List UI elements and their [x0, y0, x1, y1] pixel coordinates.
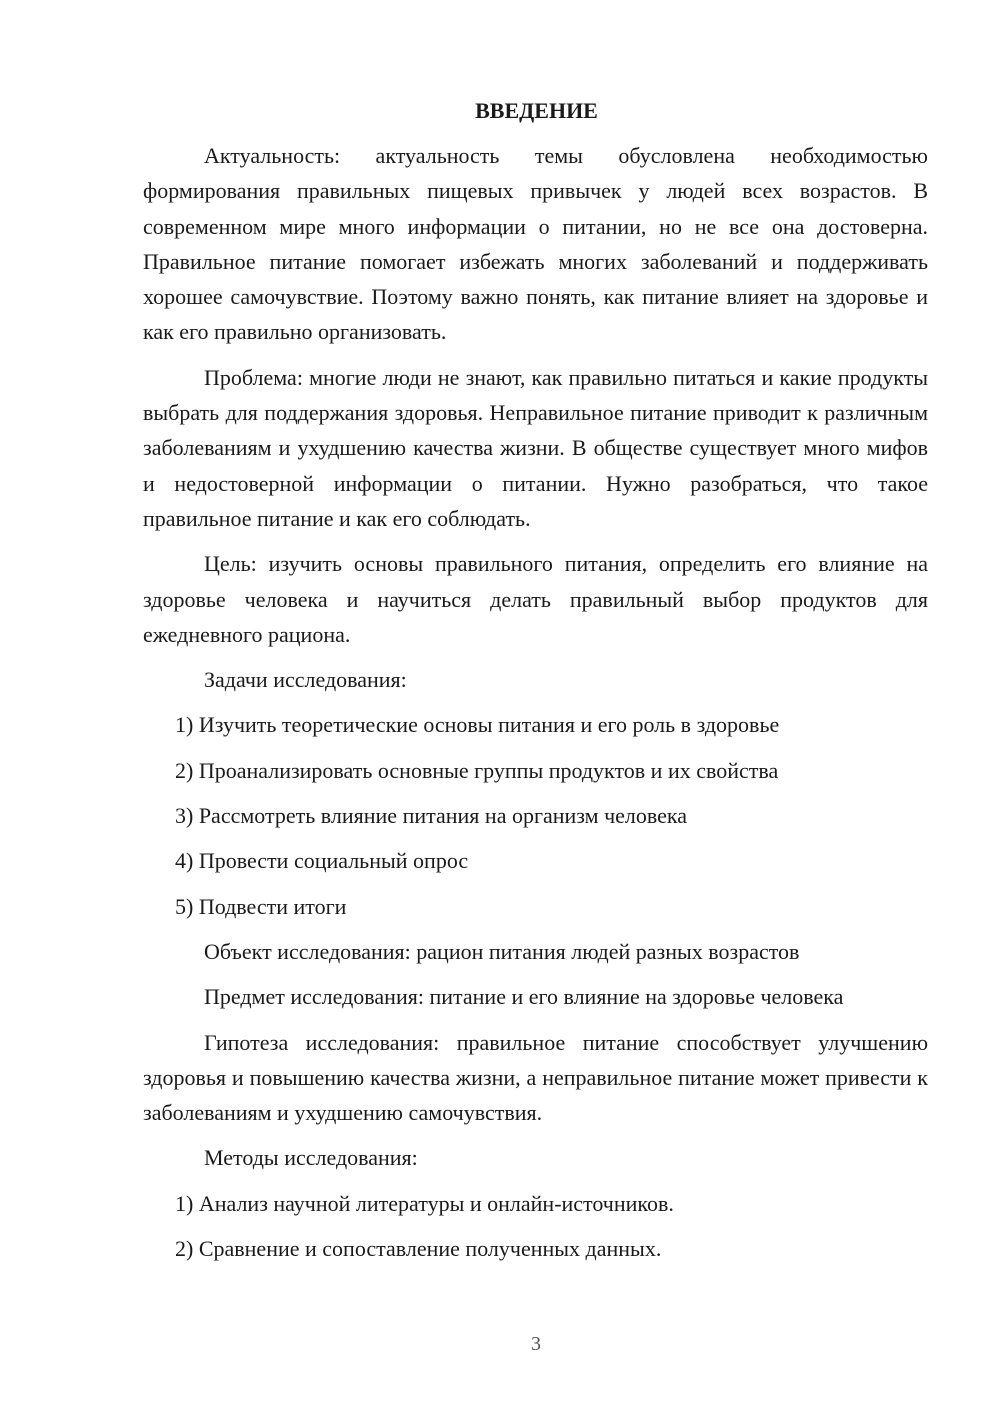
page-title: ВВЕДЕНИЕ	[475, 98, 598, 123]
subject-line: Предмет исследования: питание и его влияние на здоровье человека	[204, 984, 844, 1010]
object-line: Объект исследования: рацион питания людей разных возрастов	[204, 938, 800, 964]
page-content	[143, 96, 928, 1276]
task-item: 1) Изучить теоретические основы питания и его роль в здоровье	[175, 712, 780, 738]
hypothesis-paragraph: Гипотеза исследования: правильное питание способствует улучшению здоровья и повышению качества жизни, а неправильное питание может привести к заболеваниям и ухудшению самочувствия.	[143, 1029, 928, 1126]
task-item: 5) Подвести итоги	[175, 893, 347, 919]
page-number: 3	[531, 1333, 541, 1355]
method-item: 2) Сравнение и сопоставление полученных данных.	[175, 1236, 662, 1262]
task-item: 3) Рассмотреть влияние питания на организм человека	[175, 803, 688, 829]
problem-paragraph: Проблема: многие люди не знают, как правильно питаться и какие продукты выбрать для поддержания здоровья. Неправильное питание приводит к различным заболеваниям и ухудшению качества жизни. В обществе существует много мифов и недостоверной информации о питании. Нужно разобраться, что такое правильное питание и как его соблюдать.	[143, 364, 928, 531]
relevance-paragraph: Актуальность: актуальность темы обусловлена необходимостью формирования правильных пищевых привычек у людей всех возрастов. В современном мире много информации о питании, но не все она достоверна. Правильное питание помогает избежать многих заболеваний и поддерживать хорошее самочувствие. Поэтому важно понять, как питание влияет на здоровье и как его правильно организовать.	[143, 143, 928, 345]
task-item: 2) Проанализировать основные группы продуктов и их свойства	[175, 757, 779, 783]
methods-heading: Методы исследования:	[204, 1145, 418, 1171]
goal-paragraph: Цель: изучить основы правильного питания, определить его влияние на здоровье человека и научиться делать правильный выбор продуктов для ежедневного рациона.	[143, 551, 928, 647]
method-item: 1) Анализ научной литературы и онлайн-источников.	[175, 1190, 674, 1216]
tasks-heading: Задачи исследования:	[204, 667, 407, 693]
task-item: 4) Провести социальный опрос	[175, 848, 469, 874]
